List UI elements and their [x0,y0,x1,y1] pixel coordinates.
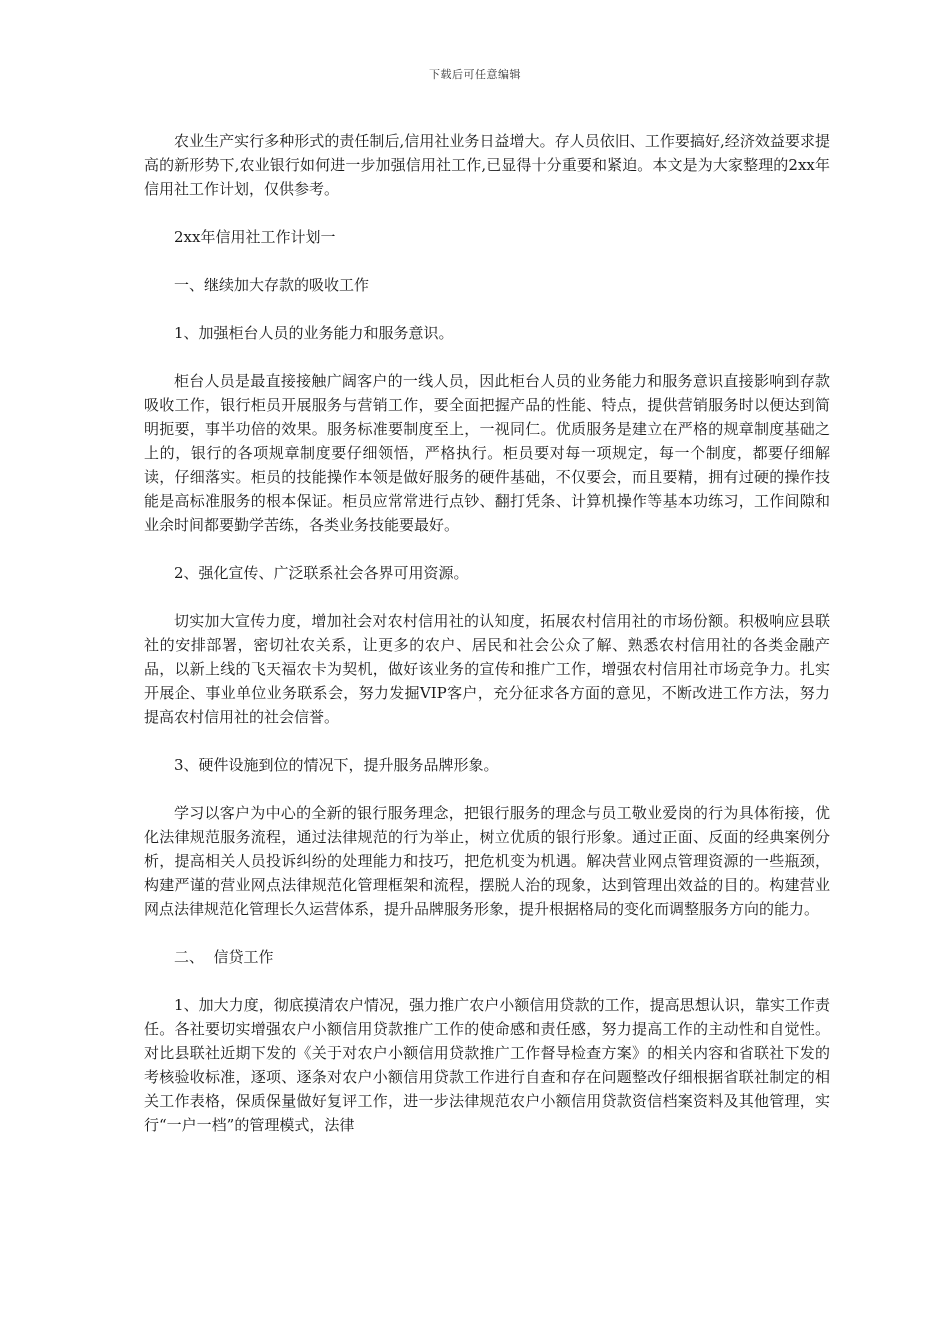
section-1-heading: 一、继续加大存款的吸收工作 [174,276,370,294]
plan-title: 2xx年信用社工作计划一 [174,228,336,246]
item-3-paragraph: 学习以客户为中心的全新的银行服务理念，把银行服务的理念与员工敬业爱岗的行为具体衔接，优化法律规范服务流程，通过法律规范的行为举止，树立优质的银行形象。通过正面、反面的经典案例分析，提高相关人员投诉纠纷的处理能力和技巧，把危机变为机遇。解决营业网点管理资源的一些瓶颈，构建严谨的营业网点法律规范化管理框架和流程，摆脱人治的现象，达到管理出效益的目的。构建营业网点法律规范化管理长久运营体系，提升品牌服务形象，提升根据格局的变化而调整服务方向的能力。 [144,804,830,918]
header-note: 下载后可任意编辑 [429,68,521,81]
section-2-heading: 二、 信贷工作 [174,948,274,966]
item-2-heading: 2、强化宣传、广泛联系社会各界可用资源。 [174,564,469,582]
section-2-paragraph: 1、加大力度，彻底摸清农户情况，强力推广农户小额信用贷款的工作，提高思想认识，靠实工作责任。各社要切实增强农户小额信用贷款推广工作的使命感和责任感，努力提高工作的主动性和自觉性。对比县联社近期下发的《关于对农户小额信用贷款推广工作督导检查方案》的相关内容和省联社下发的考核验收标准，逐项、逐条对农户小额信用贷款工作进行自查和存在问题整改仔细根据省联社制定的相关工作表格，保质保量做好复评工作，进一步法律规范农户小额信用贷款资信档案资料及其他管理，实行“一户一档”的管理模式，法律 [144,996,830,1134]
item-3-heading: 3、硬件设施到位的情况下，提升服务品牌形象。 [174,756,499,774]
item-1-paragraph: 柜台人员是最直接接触广阔客户的一线人员，因此柜台人员的业务能力和服务意识直接影响到存款吸收工作，银行柜员开展服务与营销工作，要全面把握产品的性能、特点，提供营销服务时以便达到简明扼要，事半功倍的效果。服务标准要制度至上，一视同仁。优质服务是建立在严格的规章制度基础之上的，银行的各项规章制度要仔细领悟，严格执行。柜员要对每一项规定，每一个制度，都要仔细解读，仔细落实。柜员的技能操作本领是做好服务的硬件基础，不仅要会，而且要精，拥有过硬的操作技能是高标准服务的根本保证。柜员应常常进行点钞、翻打凭条、计算机操作等基本功练习，工作间隙和业余时间都要勤学苦练，各类业务技能要最好。 [144,372,830,534]
intro-paragraph: 农业生产实行多种形式的责任制后,信用社业务日益增大。存人员依旧、工作要搞好,经济效益要求提高的新形势下,农业银行如何进一步加强信用社工作,已显得十分重要和紧迫。本文是为大家整理的2xx年信用社工作计划，仅供参考。 [144,132,830,198]
item-2-paragraph: 切实加大宣传力度，增加社会对农村信用社的认知度，拓展农村信用社的市场份额。积极响应县联社的安排部署，密切社农关系，让更多的农户、居民和社会公众了解、熟悉农村信用社的各类金融产品，以新上线的飞天福农卡为契机，做好该业务的宣传和推广工作，增强农村信用社市场竞争力。扎实开展企、事业单位业务联系会，努力发掘VIP客户，充分征求各方面的意见，不断改进工作方法，努力提高农村信用社的社会信誉。 [144,612,830,726]
item-1-heading: 1、加强柜台人员的业务能力和服务意识。 [174,324,454,342]
document-body [144,129,830,1137]
